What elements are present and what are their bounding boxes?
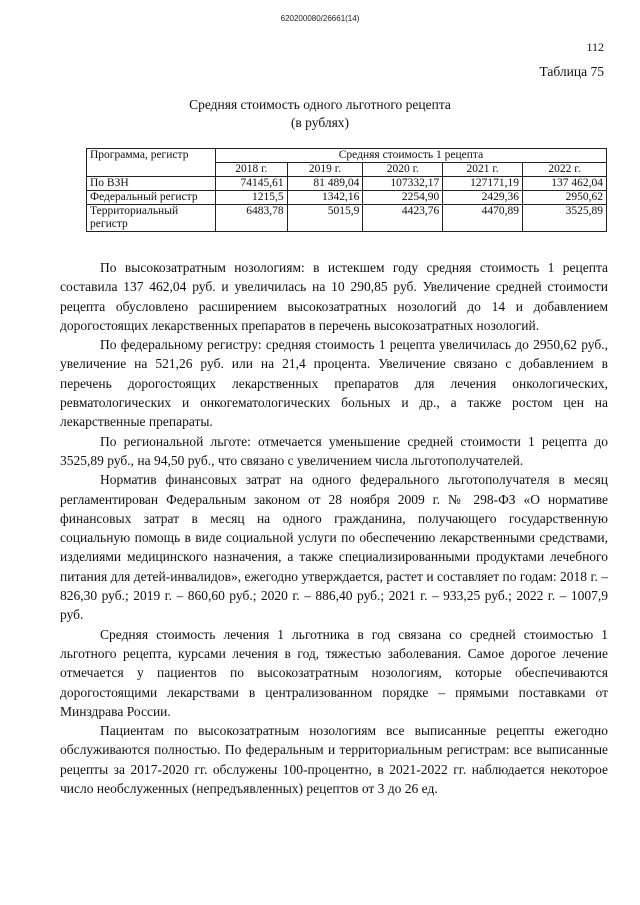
cell-value: 1215,5: [216, 191, 288, 205]
table-row: [87, 191, 607, 205]
table-title: [0, 96, 640, 132]
paragraph: По федеральному регистру: средняя стоимость 1 рецепта увеличилась до 2950,62 руб., увеличение на 521,26 руб. или на 21,4 процента. Увеличение связано с добавлением в перечень дорогостоящих лекарственных препаратов для лечения онкологических, ревматологических и онкогематологических больных и др., а также ростом цен на лекарственные препараты.: [60, 337, 608, 430]
table-title-line2: (в рублях): [290, 115, 350, 130]
cell-value: 2950,62: [523, 191, 607, 205]
cell-value: 74145,61: [216, 177, 288, 191]
cost-table: [86, 148, 607, 232]
header-year: 2020 г.: [363, 163, 443, 177]
cell-value: 1342,16: [287, 191, 363, 205]
header-year: 2019 г.: [287, 163, 363, 177]
paragraph: По высокозатратным нозологиям: в истекшем году средняя стоимость 1 рецепта составила 137 462,04 руб. и увеличилась на 10 290,85 руб. Увеличение средней стоимости рецепта обусловлено расширением высокозатратных нозологий до 14 и добавлением дорогостоящих лекарственных препаратов в перечень высокозатратных нозологий.: [60, 260, 608, 333]
row-name: Территориальный регистр: [87, 205, 216, 232]
row-name: Федеральный регистр: [87, 191, 216, 205]
header-average-cost: Средняя стоимость 1 рецепта: [216, 149, 607, 163]
table-label: Таблица 75: [539, 64, 604, 79]
page-number: 112: [586, 40, 604, 54]
cell-value: 2429,36: [443, 191, 523, 205]
header-year: 2021 г.: [443, 163, 523, 177]
header-year: 2022 г.: [523, 163, 607, 177]
cell-value: 107332,17: [363, 177, 443, 191]
cell-value: 3525,89: [523, 205, 607, 232]
cell-value: 81 489,04: [287, 177, 363, 191]
cell-value: 5015,9: [287, 205, 363, 232]
paragraph: Норматив финансовых затрат на одного федерального льготополучателя в месяц регламентирован Федеральным законом от 28 ноября 2009 г. № 298-ФЗ «О нормативе финансовых затрат в месяц на одного гражданина, получающего государственную социальную помощь в виде социальной услуги по обеспечению лекарственными средствами, изделиями медицинского назначения, а также специализированными продуктами лечебного питания для детей-инвалидов», ежегодно утверждается, растет и составляет по годам: 2018 г. – 826,30 руб.; 2019 г. – 860,60 руб.; 2020 г. – 886,40 руб.; 2021 г. – 933,25 руб.; 2022 г. – 1007,9 руб.: [60, 472, 608, 623]
cell-value: 2254,90: [363, 191, 443, 205]
cell-value: 127171,19: [443, 177, 523, 191]
header-program: Программа, регистр: [87, 149, 216, 177]
cell-value: 137 462,04: [523, 177, 607, 191]
paragraph: Средняя стоимость лечения 1 льготника в год связана со средней стоимостью 1 льготного рецепта, курсами лечения в год, тяжестью заболевания. Самое дорогое лечение отмечается у пациентов по высокозатратным нозологиям, которые обеспечиваются дорогостоящими лекарствами в централизованном порядке – прямыми поставками от Минздрава России.: [60, 626, 608, 719]
document-id: 620200080/26661(14): [280, 14, 360, 23]
header-year: 2018 г.: [216, 163, 288, 177]
cell-value: 6483,78: [216, 205, 288, 232]
table-row: [87, 205, 607, 232]
table-header-row: [87, 149, 607, 163]
cell-value: 4423,76: [363, 205, 443, 232]
cell-value: 4470,89: [443, 205, 523, 232]
paragraph: Пациентам по высокозатратным нозологиям все выписанные рецепты ежегодно обслуживаются полностью. По федеральным и территориальным регистрам: все выписанные рецепты за 2017-2020 гг. обслужены 100-процентно, в 2021-2022 гг. наблюдается некоторое число необслуженных (непредъявленных) рецептов от 3 до 26 ед.: [60, 723, 608, 797]
body-text: [60, 258, 608, 798]
table-row: [87, 177, 607, 191]
paragraph: По региональной льготе: отмечается уменьшение средней стоимости 1 рецепта до 3525,89 руб., на 94,50 руб., что связано с увеличением числа льготополучателей.: [60, 433, 608, 468]
row-name: По ВЗН: [87, 177, 216, 191]
table-title-line1: Средняя стоимость одного льготного рецепта: [189, 97, 451, 112]
